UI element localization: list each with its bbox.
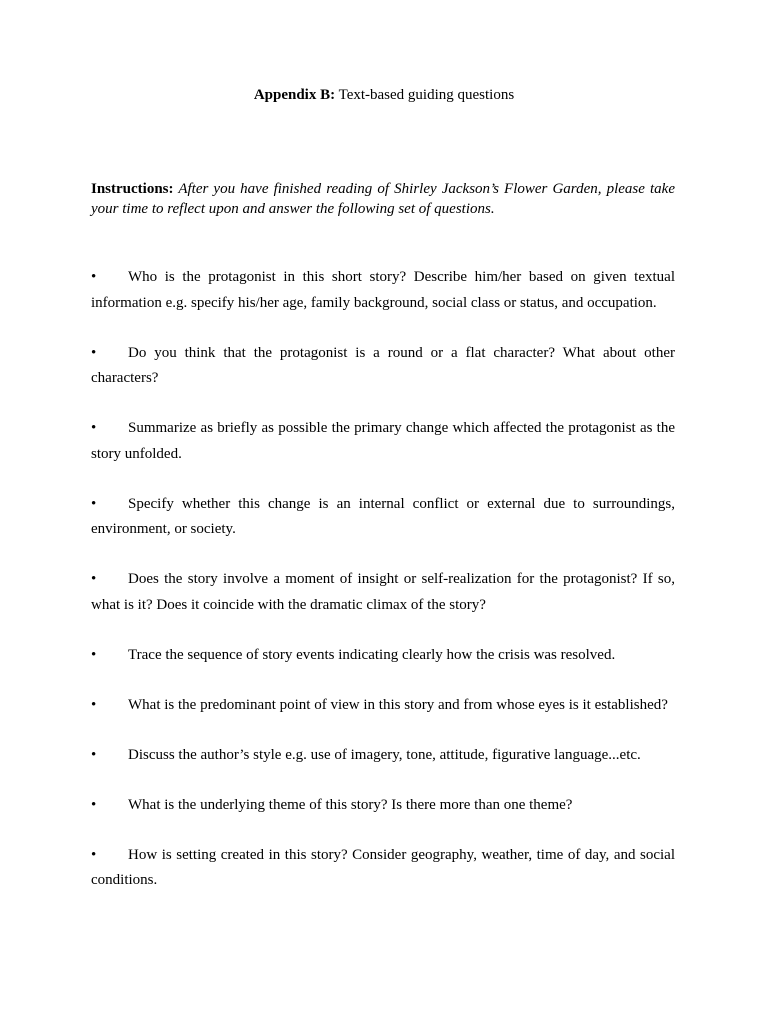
question-text: Summarize as briefly as possible the primary change which affected the protagonist as the story unfolded. bbox=[91, 420, 675, 462]
question-item bbox=[91, 341, 675, 392]
bullet-icon: • bbox=[91, 495, 97, 512]
question-text: Does the story involve a moment of insight or self-realization for the protagonist? If so, what is it? Does it coincide with the dramatic climax of the story? bbox=[91, 571, 675, 613]
question-item bbox=[91, 793, 675, 819]
question-item bbox=[91, 643, 675, 669]
question-text: What is the predominant point of view in this story and from whose eyes is it established? bbox=[128, 696, 668, 713]
question-text: How is setting created in this story? Consider geography, weather, time of day, and social conditions. bbox=[91, 846, 675, 888]
question-text: Who is the protagonist in this short story? Describe him/her based on given textual information e.g. specify his/her age, family background, social class or status, and occupation. bbox=[91, 269, 675, 311]
bullet-icon: • bbox=[91, 571, 97, 587]
question-text: Do you think that the protagonist is a round or a flat character? What about other characters? bbox=[91, 344, 675, 386]
title-label: Appendix B: bbox=[253, 87, 336, 103]
question-item bbox=[91, 416, 675, 467]
bullet-icon: • bbox=[91, 846, 97, 863]
instructions-paragraph bbox=[91, 179, 675, 219]
bullet-icon: • bbox=[91, 746, 97, 763]
title-text: Text-based guiding questions bbox=[335, 87, 515, 103]
question-list bbox=[91, 265, 675, 918]
bullet-icon: • bbox=[91, 696, 97, 713]
bullet-icon: • bbox=[91, 796, 97, 813]
question-text: Discuss the author’s style e.g. use of imagery, tone, attitude, figurative language...etc. bbox=[128, 746, 641, 763]
question-text: Specify whether this change is an internal conflict or external due to surroundings, environment, or society. bbox=[91, 495, 675, 537]
bullet-icon: • bbox=[91, 344, 97, 361]
question-text: Trace the sequence of story events indicating clearly how the crisis was resolved. bbox=[128, 646, 616, 663]
question-item bbox=[91, 492, 675, 543]
question-item bbox=[91, 743, 675, 769]
instructions-text: After you have finished reading of Shirley Jackson’s Flower Garden, please take your time to reflect upon and answer the following set of questions. bbox=[91, 181, 675, 217]
question-text: What is the underlying theme of this story? Is there more than one theme? bbox=[128, 796, 573, 813]
page-title bbox=[0, 86, 768, 104]
bullet-icon: • bbox=[91, 646, 97, 663]
question-item bbox=[91, 843, 675, 894]
question-item bbox=[91, 265, 675, 316]
question-item bbox=[91, 567, 675, 618]
bullet-icon: • bbox=[91, 420, 97, 436]
instructions-label: Instructions: bbox=[91, 181, 174, 197]
question-item bbox=[91, 693, 675, 719]
bullet-icon: • bbox=[91, 269, 97, 285]
